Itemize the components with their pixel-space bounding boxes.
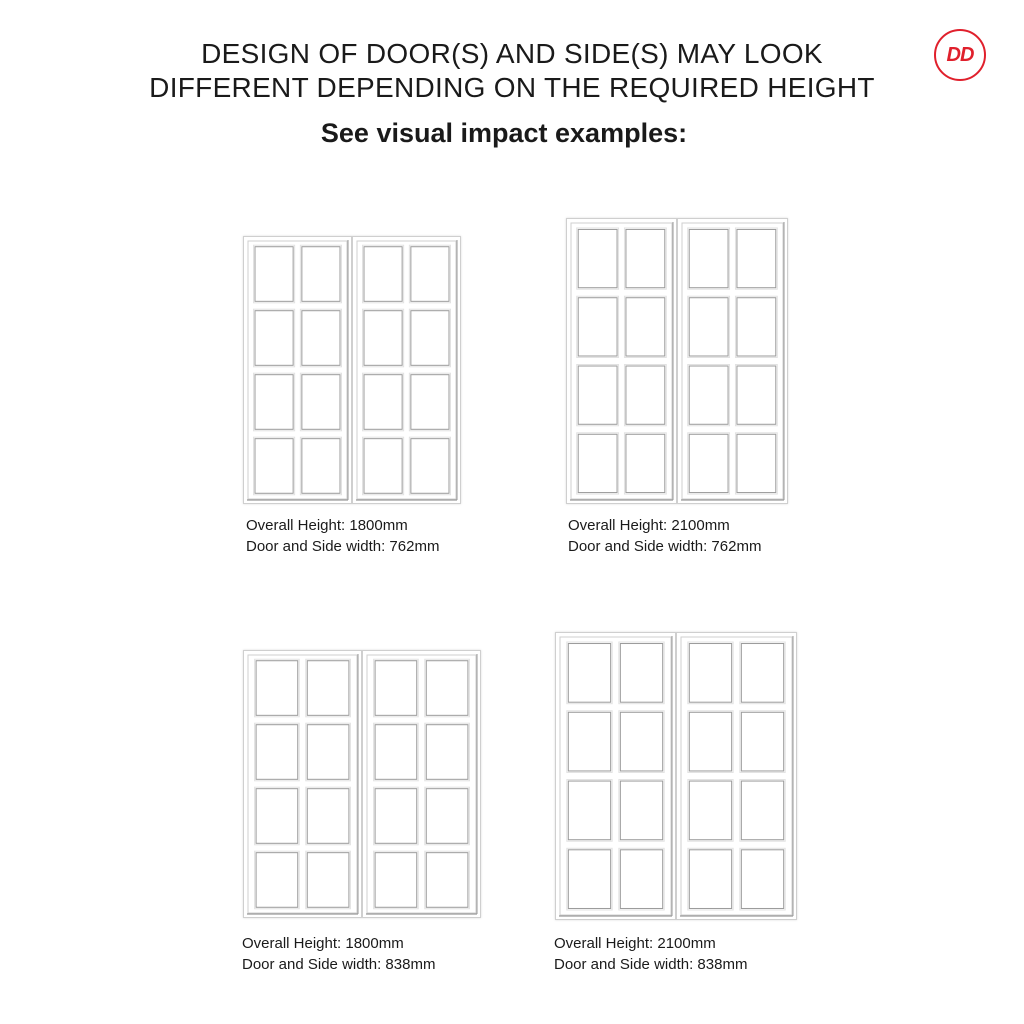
glass-pane (578, 229, 617, 287)
door-panel (244, 237, 352, 504)
glass-pane (626, 298, 665, 356)
glass-pane (256, 853, 298, 908)
door-panel (244, 651, 362, 918)
door-panel (677, 633, 797, 920)
glass-pane (302, 311, 340, 366)
glass-pane (689, 712, 731, 771)
glass-pane (626, 434, 665, 492)
glass-pane (568, 644, 610, 703)
glass-pane (256, 789, 298, 844)
glass-pane (302, 439, 340, 494)
door-panel (363, 651, 481, 918)
glass-pane (578, 434, 617, 492)
glass-pane (375, 661, 417, 716)
glass-pane (364, 439, 402, 494)
glass-pane (364, 247, 402, 302)
glass-pane (689, 850, 731, 909)
overall-height-label: Overall Height: 1800mm (242, 935, 404, 952)
glass-pane (741, 644, 783, 703)
glass-pane (568, 712, 610, 771)
overall-height-label: Overall Height: 2100mm (554, 935, 716, 952)
brand-logo-text: DD (946, 43, 974, 66)
glass-pane (741, 781, 783, 840)
door-set-example-1 (243, 236, 461, 504)
glass-pane (626, 229, 665, 287)
glass-pane (411, 247, 449, 302)
glass-pane (737, 366, 776, 424)
caption-example-1 (246, 515, 439, 557)
glass-pane (375, 725, 417, 780)
door-panel (556, 633, 676, 920)
glass-pane (255, 375, 293, 430)
caption-example-4 (554, 933, 747, 975)
glass-pane (626, 366, 665, 424)
glass-pane (737, 298, 776, 356)
door-panel (678, 219, 788, 504)
glass-pane (737, 229, 776, 287)
glass-pane (426, 853, 468, 908)
heading-line-1: DESIGN OF DOOR(S) AND SIDE(S) MAY LOOK (201, 38, 823, 69)
glass-pane (375, 789, 417, 844)
glass-pane (411, 375, 449, 430)
glass-pane (364, 375, 402, 430)
glass-pane (255, 311, 293, 366)
glass-pane (302, 247, 340, 302)
door-set-example-2 (566, 218, 788, 504)
glass-pane (426, 789, 468, 844)
glass-pane (426, 661, 468, 716)
door-set-example-3 (243, 650, 481, 918)
overall-height-label: Overall Height: 2100mm (568, 517, 730, 534)
glass-pane (302, 375, 340, 430)
glass-pane (620, 781, 662, 840)
glass-pane (255, 439, 293, 494)
glass-pane (689, 644, 731, 703)
glass-pane (620, 712, 662, 771)
glass-pane (578, 366, 617, 424)
glass-pane (256, 661, 298, 716)
door-panel (353, 237, 461, 504)
glass-pane (689, 298, 728, 356)
glass-pane (255, 247, 293, 302)
glass-pane (364, 311, 402, 366)
glass-pane (375, 853, 417, 908)
glass-pane (307, 789, 349, 844)
glass-pane (568, 850, 610, 909)
subheading: See visual impact examples: (320, 118, 688, 148)
glass-pane (689, 366, 728, 424)
door-side-width-label: Door and Side width: 838mm (242, 956, 436, 973)
glass-pane (578, 298, 617, 356)
glass-pane (741, 850, 783, 909)
glass-pane (411, 311, 449, 366)
door-side-width-label: Door and Side width: 838mm (554, 956, 748, 973)
glass-pane (689, 229, 728, 287)
glass-pane (307, 661, 349, 716)
glass-pane (737, 434, 776, 492)
caption-example-3 (242, 933, 435, 975)
glass-pane (620, 644, 662, 703)
glass-pane (411, 439, 449, 494)
door-side-width-label: Door and Side width: 762mm (568, 538, 762, 555)
glass-pane (689, 434, 728, 492)
door-side-width-label: Door and Side width: 762mm (246, 538, 440, 555)
glass-pane (426, 725, 468, 780)
glass-pane (307, 853, 349, 908)
door-panel (567, 219, 677, 504)
glass-pane (307, 725, 349, 780)
heading-line-2: DIFFERENT DEPENDING ON THE REQUIRED HEIGHT (149, 72, 875, 103)
glass-pane (256, 725, 298, 780)
glass-pane (568, 781, 610, 840)
brand-logo (934, 29, 986, 81)
door-set-example-4 (555, 632, 797, 920)
glass-pane (620, 850, 662, 909)
glass-pane (689, 781, 731, 840)
overall-height-label: Overall Height: 1800mm (246, 517, 408, 534)
caption-example-2 (568, 515, 761, 557)
glass-pane (741, 712, 783, 771)
